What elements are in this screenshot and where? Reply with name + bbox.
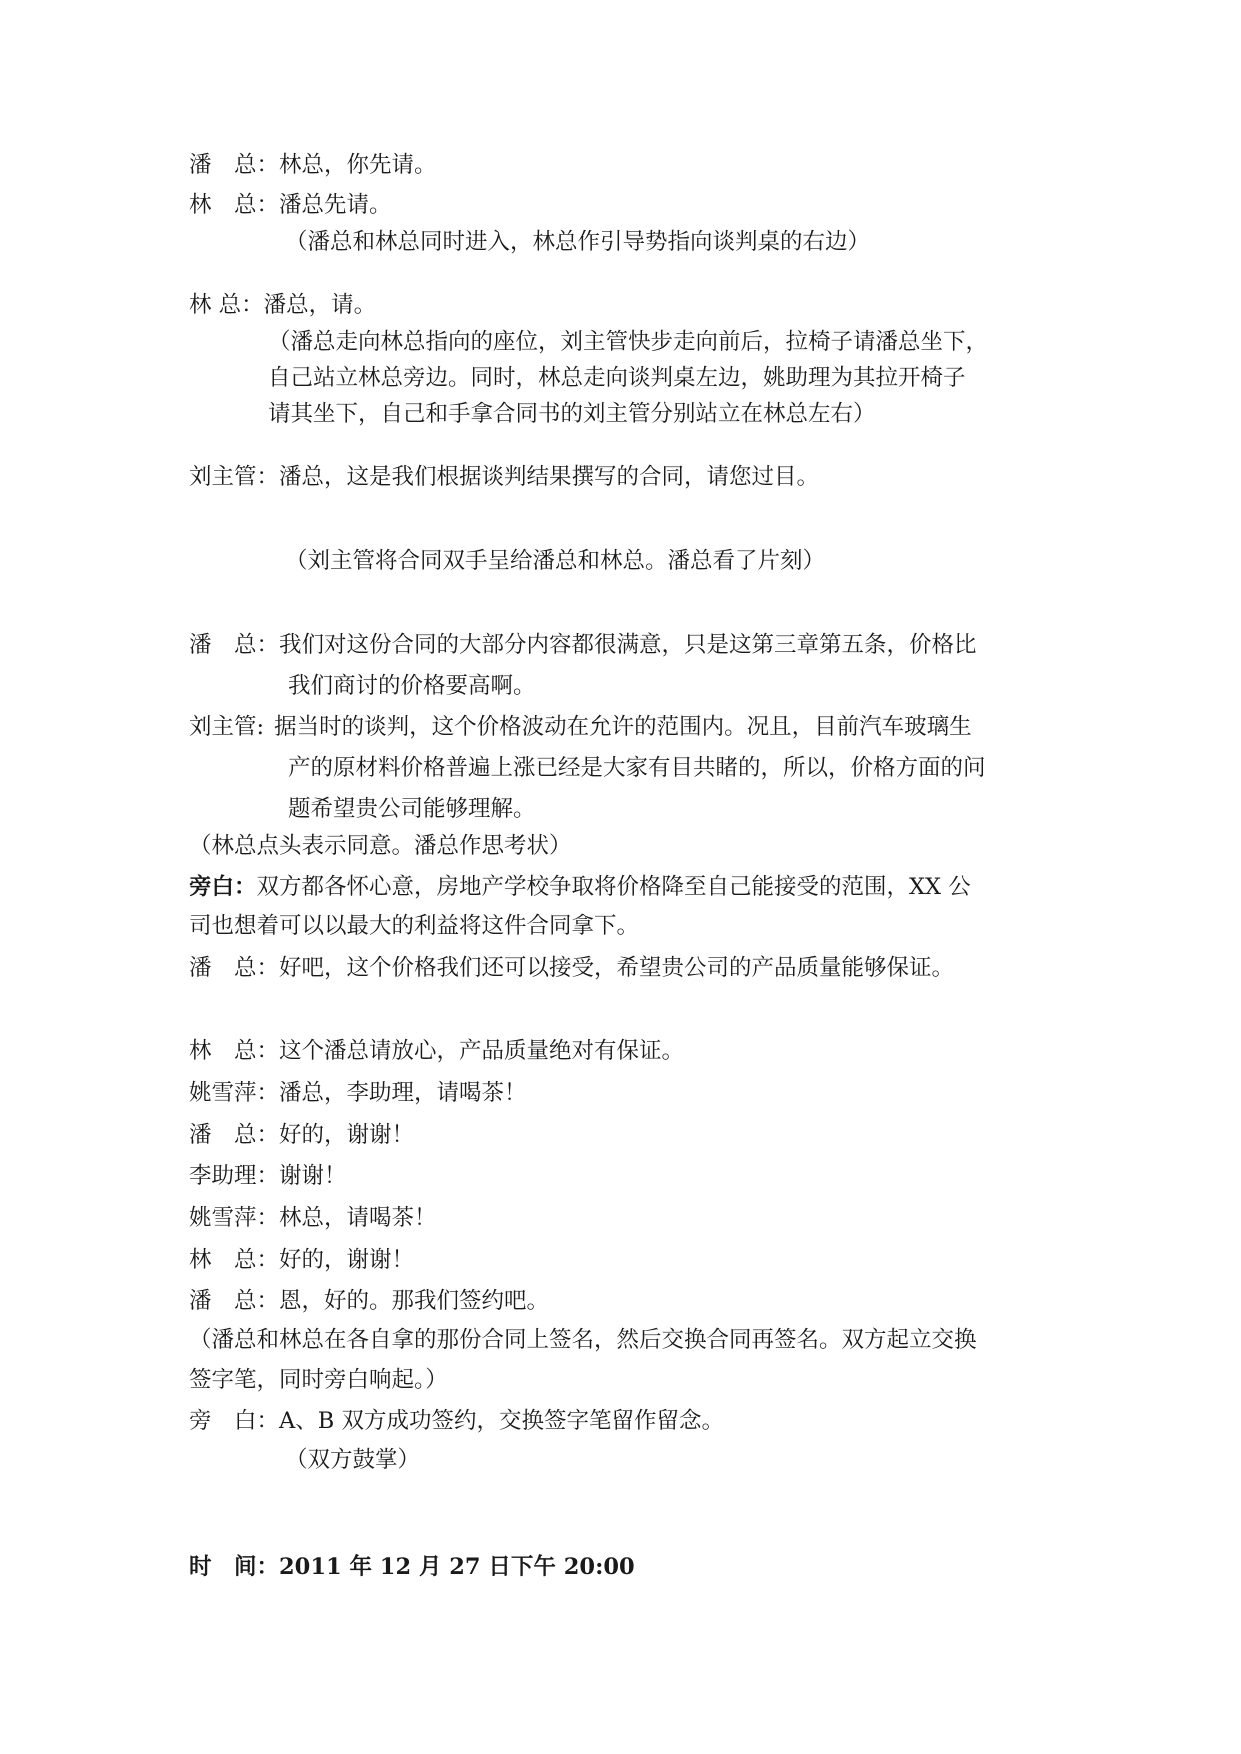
line-text: 好吧，这个价格我们还可以接受，希望贵公司的产品质量能够保证。: [279, 955, 955, 981]
speaker-label: 林 总：: [189, 1038, 280, 1064]
speaker-label: 潘 总：: [189, 955, 280, 981]
speaker-label: 刘主管：: [189, 464, 280, 490]
line-text: 产的原材料价格普遍上涨已经是大家有目共睹的，所以，价格方面的问: [288, 755, 986, 781]
line-text: 签字笔，同时旁白响起。）: [189, 1367, 448, 1393]
dialogue-line: [189, 1286, 549, 1316]
line-text: 好的，谢谢！: [279, 1247, 415, 1273]
speaker-label: 姚雪萍：: [189, 1080, 280, 1106]
narration-line: [189, 872, 971, 902]
line-text: （林总点头表示同意。潘总作思考状）: [189, 833, 572, 859]
stage-direction: [189, 1325, 977, 1355]
line-text: （潘总和林总同时进入，林总作引导势指向谈判桌的右边）: [285, 229, 871, 255]
dialogue-line: [189, 1078, 527, 1108]
speaker-label: 潘 总：: [189, 1288, 280, 1314]
speaker-label: 潘 总：: [189, 1122, 280, 1148]
stage-direction: [268, 399, 876, 429]
speaker-label: 刘主管:: [189, 714, 265, 740]
dialogue-line: [189, 290, 376, 320]
dialogue-line: [189, 150, 437, 180]
line-text: 潘总，李助理，请喝茶！: [279, 1080, 527, 1106]
continuation-line: [288, 794, 536, 824]
line-text: 请其坐下，自己和手拿合同书的刘主管分别站立在林总左右）: [268, 401, 876, 427]
speaker-label: 旁白：: [189, 874, 257, 900]
line-text: 我们商讨的价格要高啊。: [288, 673, 536, 699]
line-text: 司也想着可以以最大的利益将这件合同拿下。: [189, 913, 640, 939]
dialogue-line: [189, 1036, 684, 1066]
line-text: （潘总和林总在各自拿的那份合同上签名，然后交换合同再签名。双方起立交换: [189, 1327, 977, 1353]
speaker-label: 林 总：: [189, 192, 280, 218]
stage-direction: [285, 546, 825, 576]
stage-direction: [268, 363, 966, 393]
stage-direction: [285, 1445, 420, 1475]
speaker-label: 林 总：: [189, 1247, 280, 1273]
speaker-label: 李助理：: [189, 1163, 280, 1189]
speaker-label: 潘 总：: [189, 152, 280, 178]
line-text: 潘总，请。: [263, 292, 377, 318]
dialogue-line: [189, 630, 977, 660]
line-text: 林总，你先请。: [279, 152, 437, 178]
time-heading: [189, 1552, 635, 1582]
narration-line: [189, 1406, 724, 1436]
line-text: （双方鼓掌）: [285, 1447, 421, 1473]
dialogue-line: [189, 190, 392, 220]
speaker-label: 林 总：: [189, 292, 264, 318]
stage-direction: [189, 831, 572, 861]
line-text: 好的，谢谢！: [279, 1122, 415, 1148]
line-text: 双方都各怀心意，房地产学校争取将价格降至自己能接受的范围，XX 公: [256, 874, 971, 900]
continuation-line: [288, 671, 536, 701]
dialogue-line: [189, 462, 819, 492]
line-text: （刘主管将合同双手呈给潘总和林总。潘总看了片刻）: [285, 548, 826, 574]
dialogue-line: [189, 1161, 347, 1191]
speaker-label: 姚雪萍：: [189, 1205, 280, 1231]
line-text: 2011 年 12 月 27 日下午 20:00: [279, 1554, 635, 1580]
line-text: A、B 双方成功签约，交换签字笔留作留念。: [279, 1408, 724, 1434]
stage-direction: [285, 227, 870, 257]
line-text: 潘总，这是我们根据谈判结果撰写的合同，请您过目。: [279, 464, 820, 490]
line-text: 谢谢！: [279, 1163, 347, 1189]
line-text: （潘总走向林总指向的座位，刘主管快步走向前后，拉椅子请潘总坐下，: [268, 329, 989, 355]
line-text: 恩，好的。那我们签约吧。: [279, 1288, 550, 1314]
line-text: 题希望贵公司能够理解。: [288, 796, 536, 822]
dialogue-line: [189, 712, 972, 742]
continuation-line: [288, 753, 986, 783]
speaker-label: 时 间：: [189, 1554, 280, 1580]
speaker-label: 潘 总：: [189, 632, 280, 658]
speaker-label: 旁 白：: [189, 1408, 280, 1434]
line-text: 据当时的谈判，这个价格波动在允许的范围内。况且，目前汽车玻璃生: [274, 714, 972, 740]
continuation-line: [189, 1365, 448, 1395]
line-text: 我们对这份合同的大部分内容都很满意，只是这第三章第五条，价格比: [279, 632, 977, 658]
stage-direction: [268, 327, 988, 357]
dialogue-line: [189, 1203, 437, 1233]
line-text: 这个潘总请放心，产品质量绝对有保证。: [279, 1038, 685, 1064]
dialogue-line: [189, 1245, 414, 1275]
line-text: 林总，请喝茶！: [279, 1205, 437, 1231]
continuation-line: [189, 911, 639, 941]
dialogue-line: [189, 953, 954, 983]
line-text: 潘总先请。: [279, 192, 392, 218]
dialogue-line: [189, 1120, 414, 1150]
line-text: 自己站立林总旁边。同时，林总走向谈判桌左边，姚助理为其拉开椅子: [268, 365, 966, 391]
